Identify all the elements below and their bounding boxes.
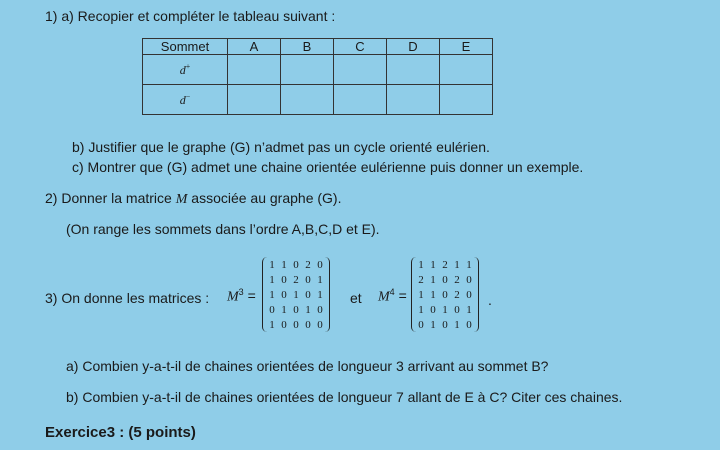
matrix-cell: 1 [430,258,436,271]
matrix-cell: 0 [317,303,323,316]
matrix-cell: 0 [305,318,311,331]
q3-a: a) Combien y-a-t-il de chaines orientées de longueur 3 arrivant au sommet B? [66,358,549,374]
header-cell: C [334,39,387,55]
matrix-cell: 1 [454,258,460,271]
table-row [143,85,493,115]
table-row [143,55,493,85]
matrix-cell: 0 [442,288,448,301]
m3-label: $M^3$ = [227,287,256,305]
matrix-cell: 2 [454,273,460,286]
matrix-cell: 0 [418,318,424,331]
matrix-cell: 1 [269,318,275,331]
matrix-cell: 1 [317,288,323,301]
matrix-row [266,302,326,317]
matrix-row [415,302,475,317]
matrix-cell: 1 [418,258,424,271]
matrix-cell: 1 [430,273,436,286]
matrix-cell: 2 [293,273,299,286]
header-cell: B [281,39,334,55]
matrix-row [266,317,326,332]
matrix-cell: 1 [281,258,287,271]
matrix-cell: 1 [466,303,472,316]
q2-note: (On range les sommets dans l’ordre A,B,C,D et E). [66,221,380,237]
q1-title: 1) a) Recopier et compléter le tableau suivant : [45,8,336,24]
matrix-cell: 0 [466,318,472,331]
matrix-cell: 0 [293,303,299,316]
matrix-cell: 0 [305,288,311,301]
m4-label: $M^4$ = [378,287,407,305]
row-label-in-degree: d− [143,85,228,115]
matrix-cell: 0 [430,303,436,316]
matrix-cell: 1 [418,288,424,301]
matrix-cell: 0 [293,318,299,331]
q3-b: b) Combien y-a-t-il de chaines orientées de longueur 7 allant de E à C? Citer ces chaines. [66,389,623,405]
matrix-m3 [262,257,330,332]
matrix-cell: 2 [454,288,460,301]
q2-line: 2) Donner la matrice M associée au graphe (G). [45,190,342,207]
matrix-cell: 1 [269,258,275,271]
matrix-cell: 1 [442,303,448,316]
matrix-row [415,272,475,287]
matrix-cell: 0 [454,303,460,316]
header-cell: E [440,39,493,55]
matrix-cell: 1 [466,258,472,271]
matrix-cell: 0 [442,318,448,331]
matrix-row [266,257,326,272]
matrix-cell: 1 [269,288,275,301]
header-cell: A [228,39,281,55]
matrix-cell: 1 [269,273,275,286]
matrix-row [415,287,475,302]
degree-table [142,38,493,115]
period: . [488,292,492,308]
matrix-cell: 1 [281,303,287,316]
matrix-cell: 0 [305,273,311,286]
matrix-row [266,287,326,302]
matrix-cell: 1 [418,303,424,316]
q3-intro: 3) On donne les matrices : [45,290,210,306]
q1-c: c) Montrer que (G) admet une chaine orientée eulérienne puis donner un exemple. [72,159,584,175]
matrix-cell: 0 [317,318,323,331]
header-cell: D [387,39,440,55]
matrix-cell: 0 [293,258,299,271]
matrix-cell: 1 [430,318,436,331]
matrix-cell: 1 [430,288,436,301]
matrix-cell: 0 [281,273,287,286]
matrix-cell: 0 [281,318,287,331]
row-label-out-degree: d+ [143,55,228,85]
matrix-cell: 1 [293,288,299,301]
et-label: et [350,290,362,306]
matrix-cell: 1 [317,273,323,286]
matrix-cell: 0 [317,258,323,271]
matrix-row [415,317,475,332]
matrix-row [266,272,326,287]
matrix-cell: 1 [305,303,311,316]
matrix-cell: 0 [466,288,472,301]
matrix-cell: 1 [454,318,460,331]
matrix-cell: 2 [418,273,424,286]
q1-b: b) Justifier que le graphe (G) n’admet pas un cycle orienté eulérien. [72,139,490,155]
matrix-cell: 0 [466,273,472,286]
exercise-title: Exercice3 : (5 points) [45,424,196,441]
matrix-cell: 2 [442,258,448,271]
matrix-cell: 0 [442,273,448,286]
matrix-cell: 0 [269,303,275,316]
matrix-row [415,257,475,272]
matrix-cell: 0 [281,288,287,301]
matrix-cell: 2 [305,258,311,271]
matrix-m4 [411,257,479,332]
header-cell: Sommet [143,39,228,55]
table-header-row [143,39,493,55]
